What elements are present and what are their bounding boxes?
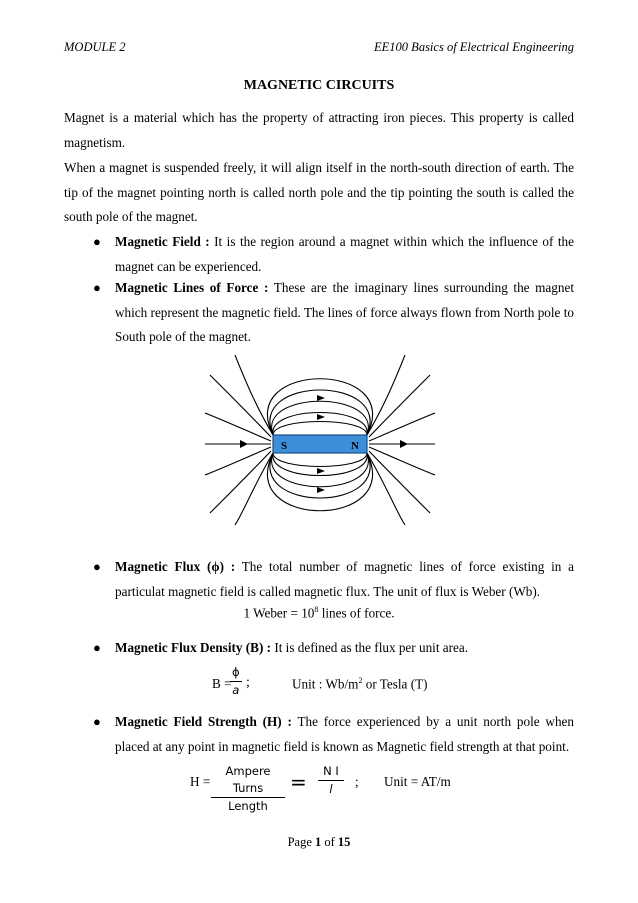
bullet-term: Magnetic Lines of Force : (115, 280, 269, 295)
header-module: MODULE 2 (64, 40, 126, 54)
h-eq-denominator-1: Length (228, 799, 268, 813)
bullet-dot: ● (93, 280, 101, 295)
intro-paragraph-1: Magnet is a material which has the property of attracting iron pieces. This property is called magnetism. (64, 110, 574, 150)
footer-page-total: 15 (337, 835, 351, 849)
b-eq-numerator: ϕ (230, 664, 242, 682)
bullet-magnetic-field (115, 230, 574, 279)
h-eq-unit: Unit = AT/m (384, 774, 451, 789)
footer-page-label: Page (287, 835, 315, 849)
h-eq-numerator-2: N I (318, 763, 344, 781)
weber-exponent: 8 (314, 605, 319, 614)
north-pole-label: N (351, 440, 359, 452)
bullet-magnetic-flux (115, 555, 574, 604)
south-pole-label: S (281, 440, 288, 452)
bullet-text: It is defined as the flux per unit area. (271, 640, 469, 655)
footer-of: of (321, 835, 338, 849)
b-eq-unit (292, 676, 428, 692)
page-footer (0, 835, 638, 850)
h-eq-separator: ; (355, 774, 359, 789)
h-eq-fraction-1 (211, 763, 285, 815)
bullet-term: Magnetic Flux (ϕ) : (115, 559, 236, 574)
bullet-term: Magnetic Field : (115, 234, 210, 249)
h-eq-numerator-1: Ampere Turns (211, 763, 285, 798)
weber-rhs: lines of force. (318, 605, 395, 621)
b-eq-separator: ; (246, 675, 250, 690)
b-eq-lhs: B = (212, 676, 232, 691)
h-eq-equals: = (290, 770, 307, 794)
weber-lhs: 1 Weber = 10 (243, 605, 315, 621)
b-eq-unit-label: Unit : Wb/m (292, 676, 359, 692)
b-eq-denominator: a (232, 683, 240, 697)
b-eq-unit-exponent: 2 (358, 676, 363, 685)
bullet-term: Magnetic Flux Density (B) : (115, 640, 272, 655)
b-eq-fraction (230, 664, 242, 699)
header-course: EE100 Basics of Electrical Engineering (374, 40, 574, 54)
h-eq-denominator-2: l (329, 782, 333, 796)
weber-equation (0, 605, 638, 621)
page-title: MAGNETIC CIRCUITS (243, 78, 395, 93)
bullet-lines-of-force (115, 276, 574, 350)
bullet-dot: ● (93, 559, 101, 574)
bullet-text: The force experienced by a unit north pole when placed at any point in magnetic field is known as Magnetic field strength at that point. (115, 714, 574, 754)
bullet-term: Magnetic Field Strength (H) : (115, 714, 292, 729)
bullet-text: These are the imaginary lines surrounding the magnet which represent the magnetic field. The lines of force always flown from North pole to South pole of the magnet. (115, 280, 574, 344)
intro-paragraph-2: When a magnet is suspended freely, it will align itself in the north-south direction of earth. The tip of the magnet pointing north is called north pole and the tip pointing the south is called the south pole of the magnet. (64, 160, 574, 224)
bullet-flux-density (115, 636, 574, 661)
bullet-dot: ● (93, 640, 101, 655)
footer-page-number: 1 (315, 835, 322, 849)
bullet-dot: ● (93, 234, 101, 249)
bullet-text: The total number of magnetic lines of force existing in a particulat magnetic field is called magnetic flux. The unit of flux is Weber (Wb). (115, 559, 574, 599)
h-eq-fraction-2 (318, 763, 344, 798)
bullet-text: It is the region around a magnet within which the influence of the magnet can be experienced. (115, 234, 574, 274)
h-eq-lhs: H = (190, 774, 211, 789)
b-eq-unit-rest: or Tesla (T) (362, 676, 428, 692)
bullet-dot: ● (93, 714, 101, 729)
bullet-field-strength (115, 710, 574, 759)
magnetic-field-lines-figure (205, 355, 435, 525)
